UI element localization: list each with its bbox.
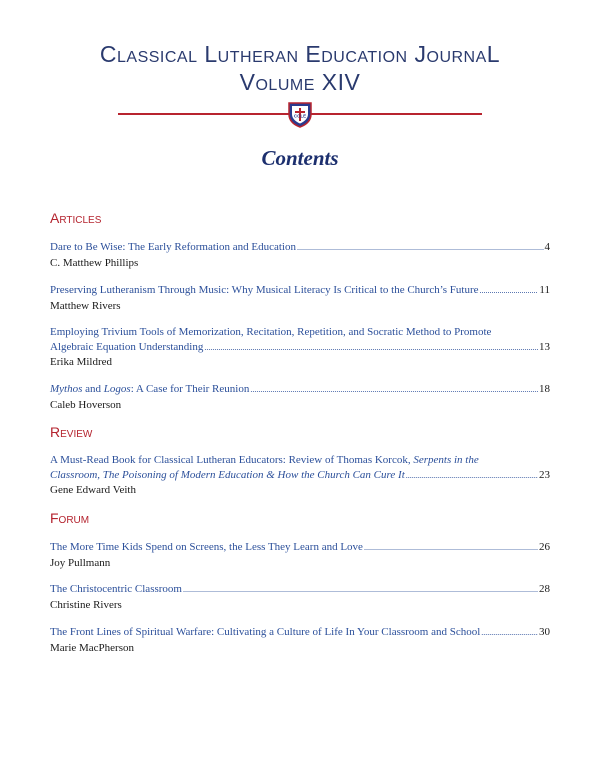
page-number: 13 — [539, 340, 550, 353]
entry-title-and: and — [82, 383, 104, 395]
dot-leader — [297, 241, 544, 256]
dot-leader — [481, 626, 538, 641]
dot-leader — [183, 583, 538, 598]
entry-title-italic: Serpents in the — [413, 454, 479, 466]
svg-text:CCLE: CCLE — [293, 113, 307, 119]
entry-author: Erika Mildred — [50, 356, 113, 368]
entry-author: Marie MacPherson — [50, 641, 135, 654]
toc-entry[interactable] — [50, 240, 550, 270]
toc-entry[interactable] — [50, 325, 550, 370]
entry-title-italic-mythos: Mythos — [50, 383, 83, 395]
page-number: 4 — [544, 241, 550, 253]
entry-title-line2[interactable] — [50, 468, 405, 483]
toc-entry[interactable] — [50, 625, 550, 655]
page-number: 26 — [539, 541, 550, 553]
entry-title-italic-logos: Logos — [103, 383, 131, 395]
page-number: 30 — [539, 626, 550, 638]
entry-title-line1[interactable]: Employing Trivium Tools of Memorization, Recitation, Repetition, and Socratic Method to Promote — [50, 326, 492, 338]
page-number: 23 — [539, 468, 550, 481]
contents-heading: Contents — [261, 146, 339, 170]
entry-author: Christine Rivers — [50, 598, 122, 611]
journal-volume: Volume XIV — [239, 69, 361, 95]
toc-entry[interactable] — [50, 382, 550, 412]
page-number: 28 — [539, 583, 550, 595]
dot-leader — [250, 383, 538, 398]
entry-title-plain: A Must-Read Book for Classical Lutheran Educators: Review of Thomas Korcok, — [50, 454, 414, 466]
entry-author: Gene Edward Veith — [50, 484, 136, 496]
toc-entry[interactable] — [50, 582, 550, 612]
entry-title[interactable]: The More Time Kids Spend on Screens, the Less They Learn and Love — [50, 541, 363, 553]
section-heading-forum: Forum — [50, 510, 90, 526]
page-number: 11 — [539, 284, 550, 296]
entry-title-line1[interactable] — [50, 453, 550, 468]
dot-leader — [406, 469, 538, 484]
dot-leader — [480, 284, 539, 299]
section-heading-review: Review — [50, 424, 93, 440]
entry-title-line2[interactable]: Algebraic Equation Understanding — [50, 340, 204, 353]
section-heading-articles: Articles — [50, 210, 102, 226]
ccle-shield-logo — [287, 100, 313, 128]
entry-author: Joy Pullmann — [50, 556, 111, 569]
journal-title — [0, 40, 600, 96]
toc-entry[interactable] — [50, 453, 550, 498]
entry-title[interactable]: Preserving Lutheranism Through Music: Why Musical Literacy Is Critical to the Church’s Future — [50, 284, 479, 296]
entry-title-rest: : A Case for Their Reunion — [130, 383, 250, 395]
entry-title[interactable]: Dare to Be Wise: The Early Reformation and Education — [50, 241, 296, 253]
toc-entry[interactable] — [50, 283, 550, 313]
toc-entry[interactable] — [50, 540, 550, 570]
dot-leader — [364, 541, 538, 556]
journal-name: Classical Lutheran Education JournaL — [99, 41, 501, 67]
entry-author: C. Matthew Phillips — [50, 256, 139, 269]
entry-title[interactable]: The Front Lines of Spiritual Warfare: Cultivating a Culture of Life In Your Classroom and School — [50, 626, 481, 638]
entry-author: Caleb Hoverson — [50, 398, 122, 411]
page-number: 18 — [539, 383, 550, 395]
entry-title[interactable] — [50, 382, 249, 397]
entry-author: Matthew Rivers — [50, 299, 121, 312]
entry-title-italic-cont: Classroom, The Poisoning of Modern Education & How the Church Can Cure It — [50, 468, 405, 481]
dot-leader — [204, 341, 538, 356]
entry-title[interactable]: The Christocentric Classroom — [50, 583, 182, 595]
